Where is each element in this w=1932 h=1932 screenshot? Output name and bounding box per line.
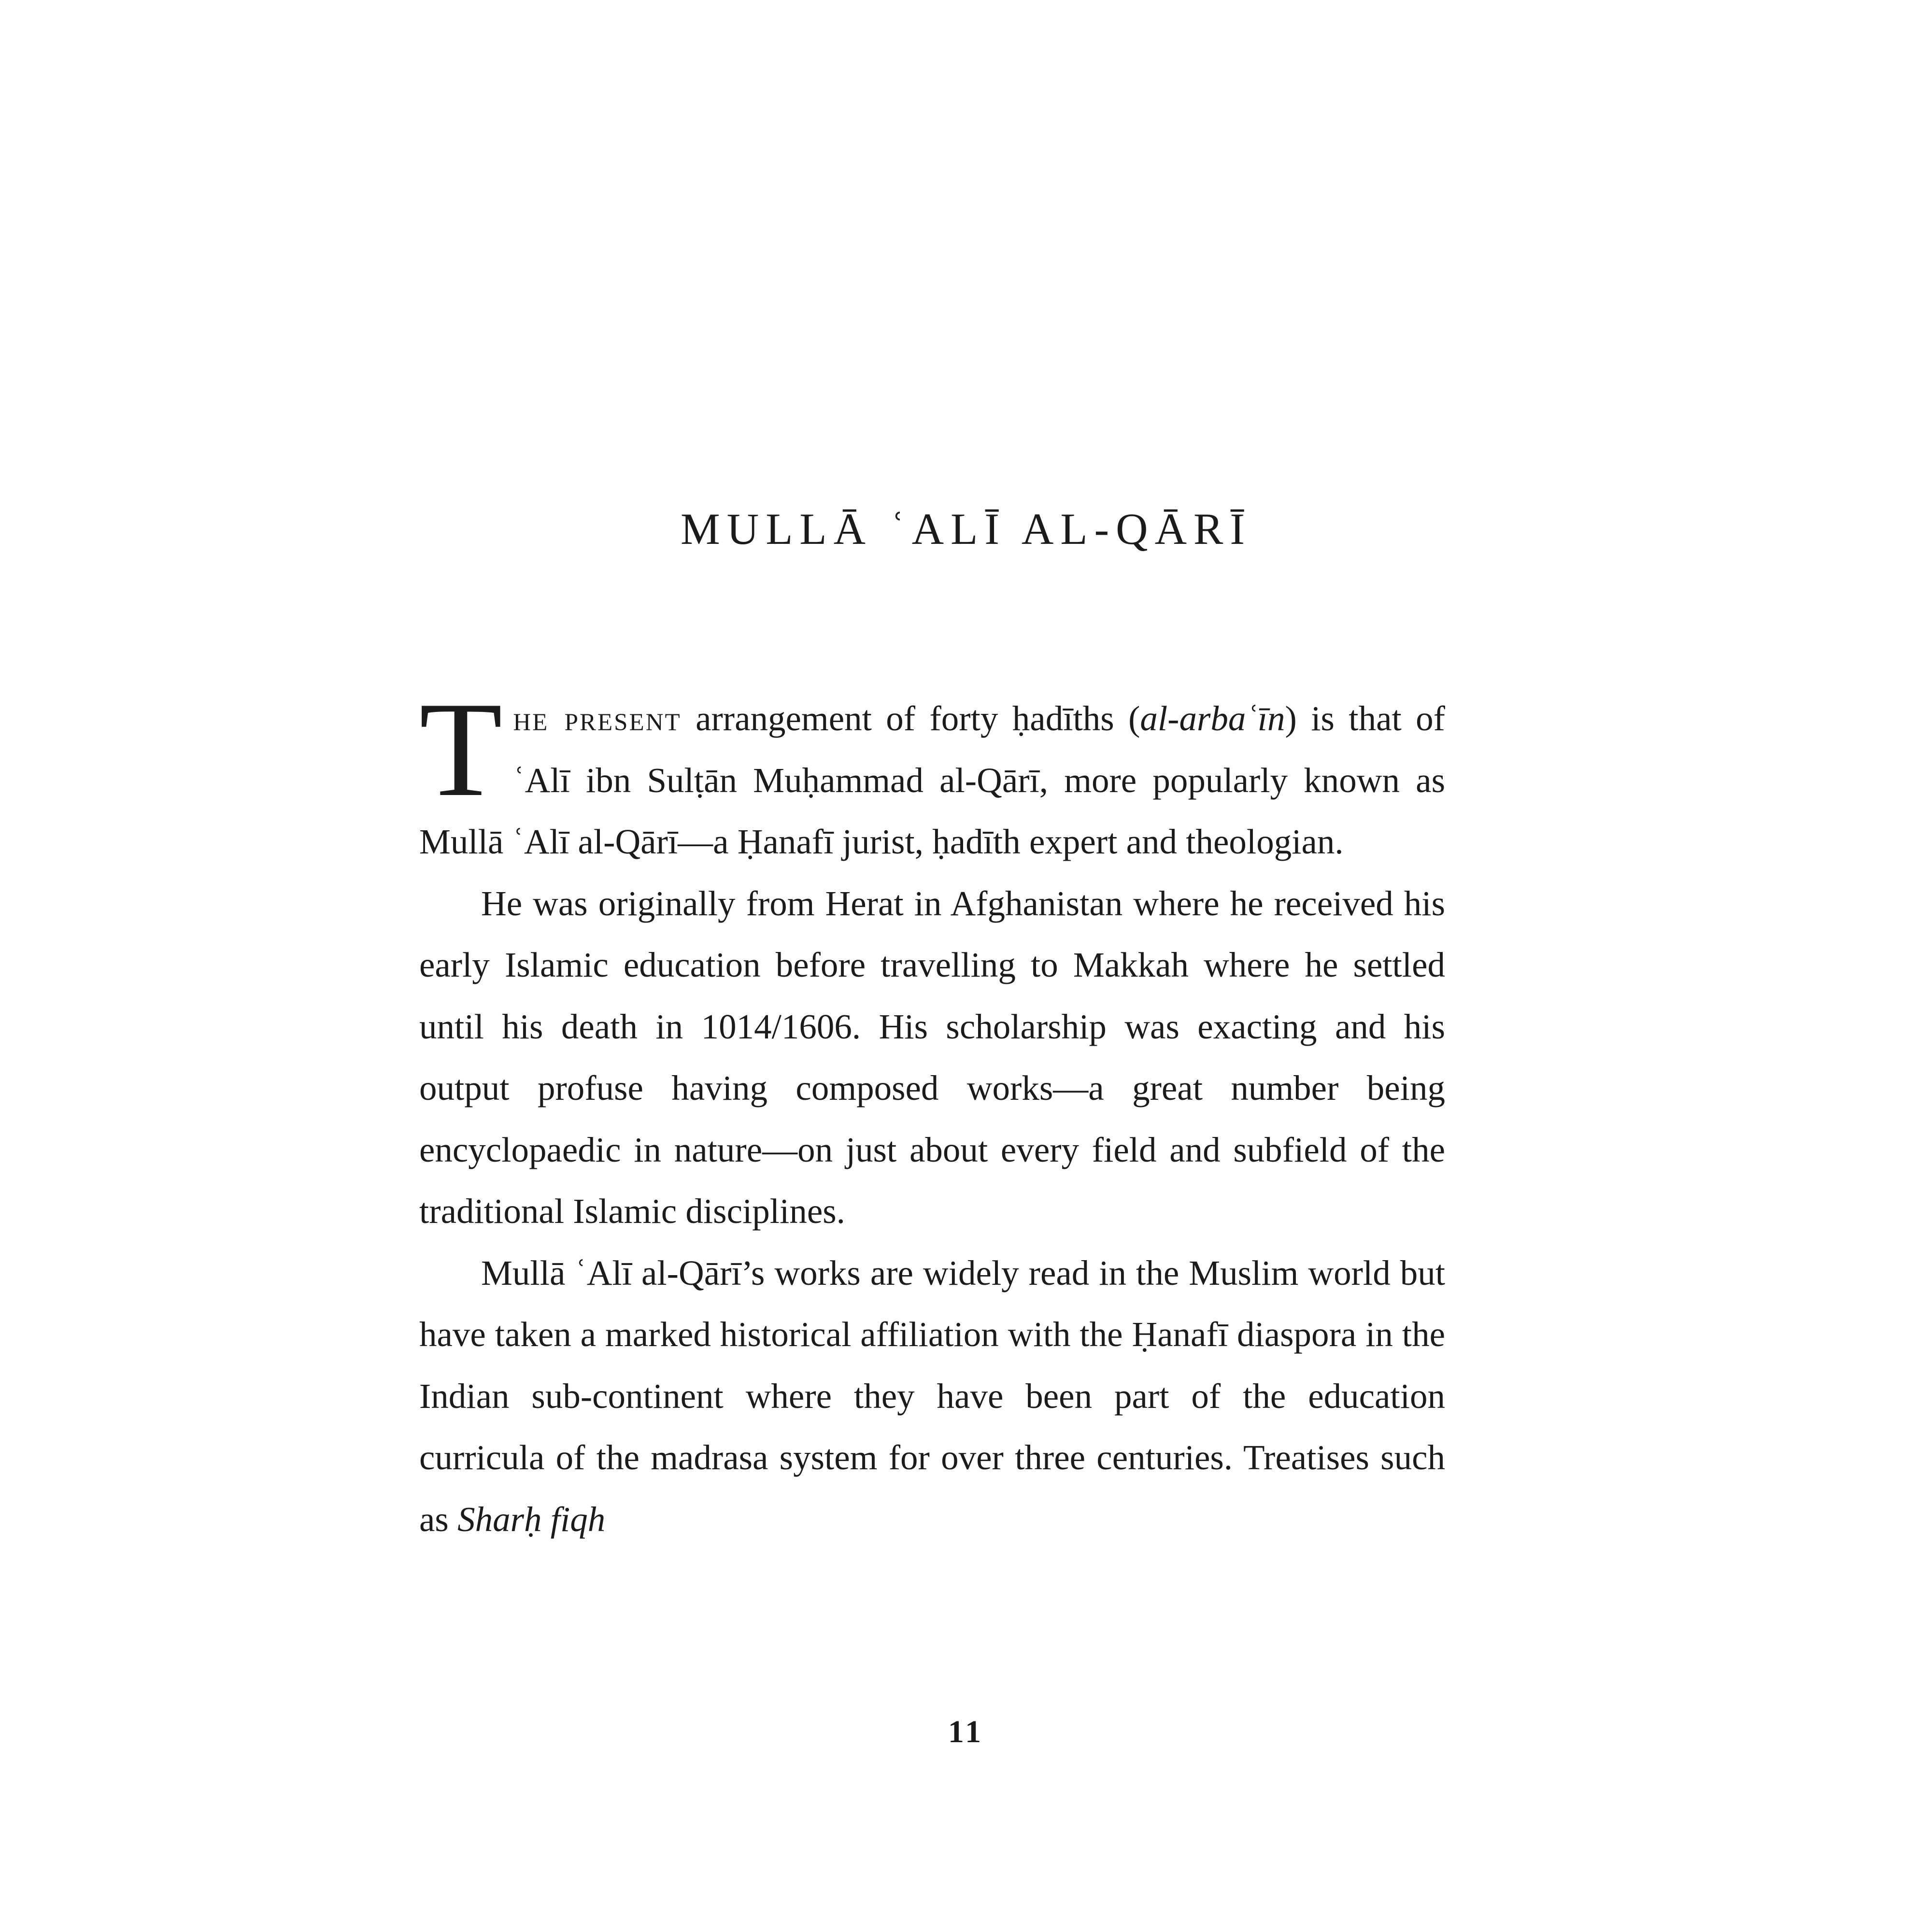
page-number: 11	[948, 1714, 984, 1749]
body-text	[419, 674, 1445, 1550]
paragraph-2: He was originally from Herat in Afghanistan where he received his early Islamic education before travelling to Makkah where he settled until his death in 1014/1606. His scholarship was exacting and his output profuse having composed works—a great number being encyclopaedic in nature—on just about every field and subfield of the traditional Islamic disciplines.	[419, 883, 1445, 1231]
chapter-title: MULLĀ ʿALĪ AL-QĀRĪ	[680, 504, 1252, 554]
lead-in-smallcaps: he present	[513, 699, 682, 738]
paragraph-1-text-a: arrangement of forty ḥadīths (	[681, 699, 1140, 738]
paragraph-3-italic-title: Sharḥ fiqh	[457, 1499, 606, 1539]
paragraph-1-text-b: ) is that of ʿAlī ibn Sulṭān Muḥammad al-Qārī, more popularly known as Mullā ʿAlī al-Qārī—a Ḥanafī jurist, ḥadīth expert and theologian.	[419, 699, 1445, 861]
paragraph-3	[419, 1242, 1445, 1550]
paragraph-3-text-a: Mullā ʿAlī al-Qārī’s works are widely read in the Muslim world but have taken a marked historical affiliation with the Ḥanafī diaspora in the Indian sub-continent where they have been part of the education curricula of the madrasa system for over three centuries. Treatises such as	[419, 1253, 1445, 1539]
paragraph-1	[419, 674, 1445, 873]
drop-cap: T	[419, 674, 503, 824]
paragraph-1-italic-term: al-arbaʿīn	[1140, 699, 1285, 738]
